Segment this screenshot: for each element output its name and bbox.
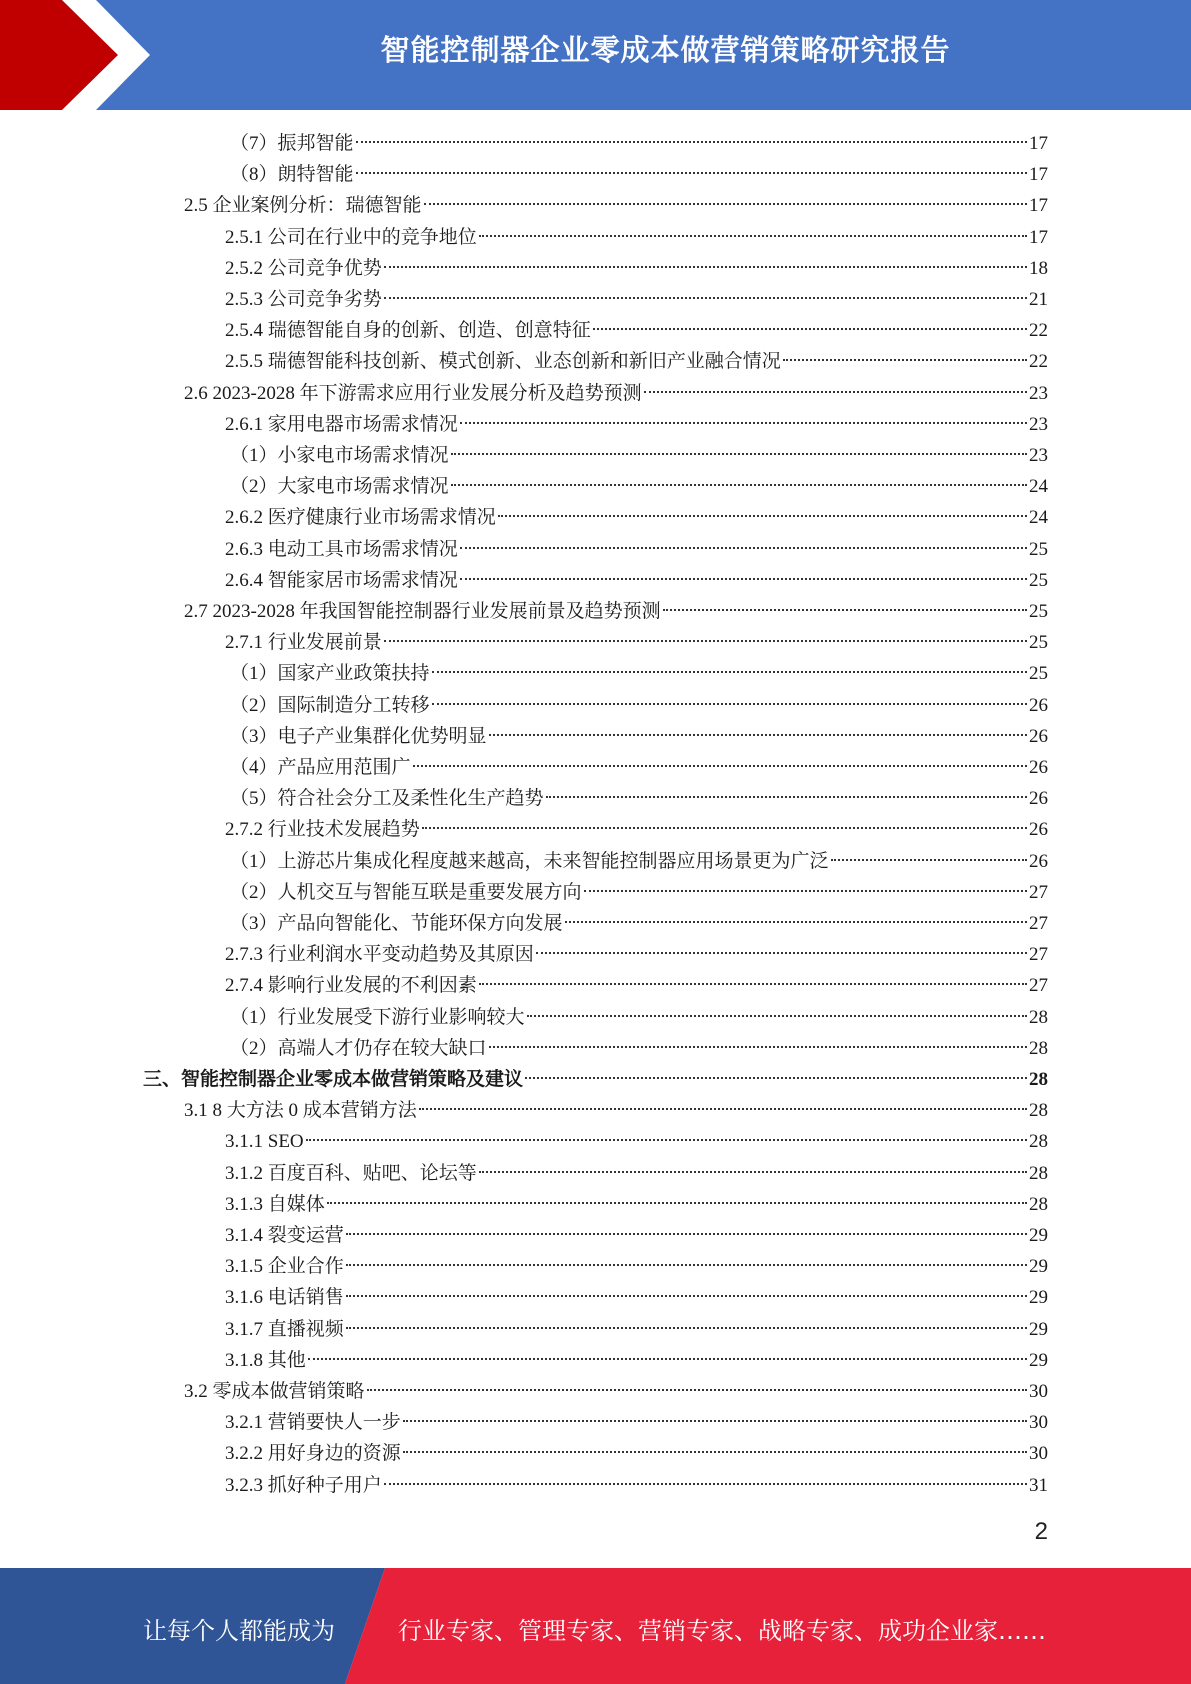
toc-entry-title: 2.6.3 电动工具市场需求情况 <box>225 538 458 560</box>
toc-leader-dots <box>584 890 1027 892</box>
toc-entry[interactable] <box>225 1407 1048 1438</box>
toc-entry-page: 25 <box>1029 538 1048 560</box>
toc-entry-title: （5）符合社会分工及柔性化生产趋势 <box>230 788 544 810</box>
toc-leader-dots <box>479 983 1027 985</box>
toc-leader-dots <box>460 422 1027 424</box>
toc-entry-title: （7）振邦智能 <box>230 133 354 154</box>
toc-entry[interactable] <box>225 565 1048 596</box>
toc-entry-title: 2.6.2 医疗健康行业市场需求情况 <box>225 507 496 529</box>
toc-entry-title: （3）产品向智能化、节能环保方向发展 <box>230 913 563 934</box>
toc-entry[interactable] <box>230 471 1048 502</box>
toc-entry-page: 30 <box>1029 1443 1048 1465</box>
toc-leader-dots <box>403 1451 1027 1453</box>
toc-entry[interactable] <box>225 1438 1048 1469</box>
toc-entry-page: 26 <box>1029 694 1048 716</box>
toc-entry-title: （2）国际制造分工转移 <box>230 694 430 716</box>
toc-entry-page: 28 <box>1029 1193 1048 1215</box>
toc-entry-page: 27 <box>1029 881 1048 903</box>
toc-entry-page: 26 <box>1029 819 1048 841</box>
toc-entry-title: 2.5 企业案例分析：瑞德智能 <box>184 195 422 217</box>
page-footer-banner <box>0 1568 1191 1684</box>
toc-entry-title: 2.5.4 瑞德智能自身的创新、创造、创意特征 <box>225 320 591 342</box>
toc-entry[interactable] <box>230 877 1048 908</box>
toc-entry-page: 24 <box>1029 476 1048 498</box>
toc-leader-dots <box>831 859 1027 861</box>
toc-leader-dots <box>384 297 1027 299</box>
toc-entry[interactable] <box>225 1189 1048 1220</box>
toc-leader-dots <box>451 484 1027 486</box>
toc-entry-page: 23 <box>1029 382 1048 404</box>
toc-entry[interactable] <box>230 721 1048 752</box>
toc-entry[interactable] <box>230 783 1048 814</box>
toc-leader-dots <box>460 547 1027 549</box>
toc-leader-dots <box>419 1108 1027 1110</box>
toc-entry[interactable] <box>225 409 1048 440</box>
toc-entry[interactable] <box>225 970 1048 1001</box>
toc-leader-dots <box>422 827 1027 829</box>
toc-entry[interactable] <box>225 1470 1048 1501</box>
toc-entry[interactable] <box>184 1376 1048 1407</box>
toc-leader-dots <box>306 1139 1027 1141</box>
footer-slogan-left: 让每个人都能成为 <box>143 1617 335 1645</box>
toc-entry-title: 2.7.3 行业利润水平变动趋势及其原因 <box>225 944 534 966</box>
page-number: 2 <box>1034 1518 1048 1545</box>
toc-entry-title: （2）人机交互与智能互联是重要发展方向 <box>230 881 582 903</box>
toc-leader-dots <box>565 921 1027 923</box>
toc-leader-dots <box>356 172 1027 174</box>
toc-entry-page: 30 <box>1029 1381 1048 1402</box>
toc-entry-page: 17 <box>1029 133 1048 154</box>
toc-entry[interactable] <box>184 190 1048 221</box>
toc-entry-title: 3.2.2 用好身边的资源 <box>225 1443 401 1465</box>
toc-entry-page: 25 <box>1029 601 1048 622</box>
toc-entry-title: （1）国家产业政策扶持 <box>230 663 430 685</box>
toc-entry[interactable] <box>225 315 1048 346</box>
toc-entry[interactable] <box>225 1220 1048 1251</box>
toc-entry-page: 17 <box>1029 195 1048 217</box>
toc-entry-title: 3.1 8 大方法 0 成本营销方法 <box>184 1100 417 1122</box>
toc-entry[interactable] <box>230 658 1048 689</box>
toc-entry[interactable] <box>225 284 1048 315</box>
toc-entry-title: 2.6.1 家用电器市场需求情况 <box>225 413 458 435</box>
toc-entry-title: 3.2.1 营销要快人一步 <box>225 1412 401 1434</box>
toc-leader-dots <box>489 1046 1027 1048</box>
toc-entry-title: （2）高端人才仍存在较大缺口 <box>230 1037 487 1059</box>
toc-leader-dots <box>451 453 1027 455</box>
toc-leader-dots <box>479 1171 1027 1173</box>
toc-entry[interactable] <box>143 1064 1048 1095</box>
toc-entry-title: 2.7.2 行业技术发展趋势 <box>225 819 420 841</box>
toc-entry-page: 29 <box>1029 1318 1048 1340</box>
toc-leader-dots <box>356 141 1027 143</box>
toc-leader-dots <box>432 671 1027 673</box>
toc-entry-page: 26 <box>1029 725 1048 747</box>
toc-entry-page: 27 <box>1029 913 1048 934</box>
toc-entry-page: 25 <box>1029 632 1048 654</box>
toc-entry-page: 25 <box>1029 569 1048 591</box>
toc-leader-dots <box>460 578 1027 580</box>
toc-leader-dots <box>384 1483 1027 1485</box>
toc-entry[interactable] <box>230 159 1048 190</box>
toc-leader-dots <box>346 1264 1027 1266</box>
toc-entry-page: 22 <box>1029 351 1048 373</box>
toc-entry-title: 3.1.6 电话销售 <box>225 1287 344 1309</box>
toc-entry-page: 21 <box>1029 289 1048 310</box>
toc-entry[interactable] <box>184 378 1048 409</box>
toc-leader-dots <box>346 1233 1027 1235</box>
toc-entry-page: 28 <box>1029 1006 1048 1028</box>
toc-entry[interactable] <box>225 939 1048 970</box>
toc-entry[interactable] <box>225 1345 1048 1376</box>
toc-leader-dots <box>479 235 1027 237</box>
toc-entry-page: 28 <box>1029 1131 1048 1153</box>
toc-entry-title: （2）大家电市场需求情况 <box>230 476 449 498</box>
toc-entry-page: 26 <box>1029 850 1048 872</box>
toc-entry-title: 3.1.2 百度百科、贴吧、论坛等 <box>225 1162 477 1184</box>
toc-entry-page: 29 <box>1029 1349 1048 1371</box>
toc-entry-title: （1）小家电市场需求情况 <box>230 445 449 466</box>
toc-entry[interactable] <box>230 1002 1048 1033</box>
toc-leader-dots <box>489 734 1027 736</box>
toc-entry-title: 2.6 2023-2028 年下游需求应用行业发展分析及趋势预测 <box>184 382 642 404</box>
toc-entry-page: 23 <box>1029 413 1048 435</box>
toc-entry-page: 28 <box>1029 1037 1048 1059</box>
toc-entry[interactable] <box>225 1158 1048 1189</box>
toc-entry-page: 26 <box>1029 757 1048 778</box>
toc-entry-page: 23 <box>1029 445 1048 466</box>
toc-entry[interactable] <box>184 1095 1048 1126</box>
toc-entry-title: 3.1.7 直播视频 <box>225 1318 344 1340</box>
toc-leader-dots <box>536 952 1027 954</box>
toc-entry[interactable] <box>230 128 1048 159</box>
toc-entry-page: 17 <box>1029 164 1048 186</box>
toc-entry[interactable] <box>230 1033 1048 1064</box>
report-title: 智能控制器企业零成本做营销策略研究报告 <box>380 33 951 67</box>
toc-entry[interactable] <box>225 814 1048 845</box>
toc-entry-title: 3.1.3 自媒体 <box>225 1193 325 1215</box>
toc-entry-title: 3.1.4 裂变运营 <box>225 1225 344 1246</box>
toc-leader-dots <box>346 1295 1027 1297</box>
toc-entry-page: 25 <box>1029 663 1048 685</box>
toc-entry-title: （3）电子产业集群化优势明显 <box>230 725 487 747</box>
toc-leader-dots <box>308 1358 1027 1360</box>
toc-leader-dots <box>432 703 1027 705</box>
toc-entry-page: 28 <box>1029 1100 1048 1122</box>
toc-entry-title: 2.5.3 公司竞争劣势 <box>225 289 382 310</box>
toc-entry-title: 2.5.1 公司在行业中的竞争地位 <box>225 226 477 248</box>
toc-leader-dots <box>424 203 1027 205</box>
toc-leader-dots <box>644 391 1027 393</box>
toc-entry-title: 3.1.8 其他 <box>225 1349 306 1371</box>
toc-leader-dots <box>783 359 1027 361</box>
toc-entry-title: 2.5.2 公司竞争优势 <box>225 257 382 279</box>
toc-leader-dots <box>384 640 1027 642</box>
toc-entry[interactable] <box>225 222 1048 253</box>
toc-entry-title: 2.7.4 影响行业发展的不利因素 <box>225 975 477 997</box>
page-header-banner <box>0 0 1191 110</box>
toc-entry-page: 27 <box>1029 975 1048 997</box>
toc-leader-dots <box>593 328 1027 330</box>
toc-entry-page: 31 <box>1029 1474 1048 1496</box>
toc-leader-dots <box>663 609 1027 611</box>
toc-leader-dots <box>403 1420 1027 1422</box>
toc-leader-dots <box>546 796 1027 798</box>
toc-entry-page: 29 <box>1029 1225 1048 1246</box>
toc-entry[interactable] <box>225 502 1048 533</box>
toc-entry-page: 27 <box>1029 944 1048 966</box>
toc-entry-title: （8）朗特智能 <box>230 164 354 186</box>
toc-entry-page: 30 <box>1029 1412 1048 1434</box>
toc-entry[interactable] <box>230 846 1048 877</box>
toc-entry[interactable] <box>230 690 1048 721</box>
toc-entry-page: 24 <box>1029 507 1048 529</box>
toc-entry-title: 3.1.1 SEO <box>225 1131 304 1153</box>
toc-entry[interactable] <box>225 534 1048 565</box>
toc-entry-title: 2.7.1 行业发展前景 <box>225 632 382 654</box>
toc-leader-dots <box>327 1202 1027 1204</box>
toc-entry[interactable] <box>230 752 1048 783</box>
toc-entry-title: 3.2 零成本做营销策略 <box>184 1381 365 1402</box>
toc-entry-page: 29 <box>1029 1287 1048 1309</box>
toc-entry-title: 2.6.4 智能家居市场需求情况 <box>225 569 458 591</box>
toc-entry-title: 3.2.3 抓好种子用户 <box>225 1474 382 1496</box>
toc-entry[interactable] <box>230 440 1048 471</box>
toc-leader-dots <box>498 515 1027 517</box>
toc-entry-title: （1）上游芯片集成化程度越来越高，未来智能控制器应用场景更为广泛 <box>230 850 829 872</box>
toc-entry-page: 28 <box>1029 1162 1048 1184</box>
toc-entry-title: 2.5.5 瑞德智能科技创新、模式创新、业态创新和新旧产业融合情况 <box>225 351 781 373</box>
toc-leader-dots <box>413 765 1027 767</box>
toc-entry[interactable] <box>230 908 1048 939</box>
toc-entry-page: 29 <box>1029 1256 1048 1278</box>
toc-entry-page: 22 <box>1029 320 1048 342</box>
toc-entry-page: 26 <box>1029 788 1048 810</box>
toc-leader-dots <box>525 1077 1027 1079</box>
toc-entry[interactable] <box>225 1314 1048 1345</box>
toc-entry-title: （1）行业发展受下游行业影响较大 <box>230 1006 525 1028</box>
toc-entry[interactable] <box>184 596 1048 627</box>
toc-entry[interactable] <box>225 253 1048 284</box>
toc-entry-title: 2.7 2023-2028 年我国智能控制器行业发展前景及趋势预测 <box>184 601 661 622</box>
toc-entry-title: 3.1.5 企业合作 <box>225 1256 344 1278</box>
toc-entry[interactable] <box>225 627 1048 658</box>
toc-leader-dots <box>527 1015 1027 1017</box>
toc-entry-page: 18 <box>1029 257 1048 279</box>
toc-entry[interactable] <box>225 1282 1048 1313</box>
toc-entry-title: （4）产品应用范围广 <box>230 757 411 778</box>
toc-entry-page: 28 <box>1029 1069 1048 1090</box>
toc-entry[interactable] <box>225 1126 1048 1157</box>
toc-leader-dots <box>384 266 1027 268</box>
toc-leader-dots <box>367 1389 1027 1391</box>
toc-entry[interactable] <box>225 346 1048 377</box>
footer-slogan-right: 行业专家、管理专家、营销专家、战略专家、成功企业家…… <box>398 1617 1046 1645</box>
toc-entry[interactable] <box>225 1251 1048 1282</box>
toc-entry-page: 17 <box>1029 226 1048 248</box>
toc-entry-title: 三、智能控制器企业零成本做营销策略及建议 <box>143 1069 524 1090</box>
toc-leader-dots <box>346 1327 1027 1329</box>
